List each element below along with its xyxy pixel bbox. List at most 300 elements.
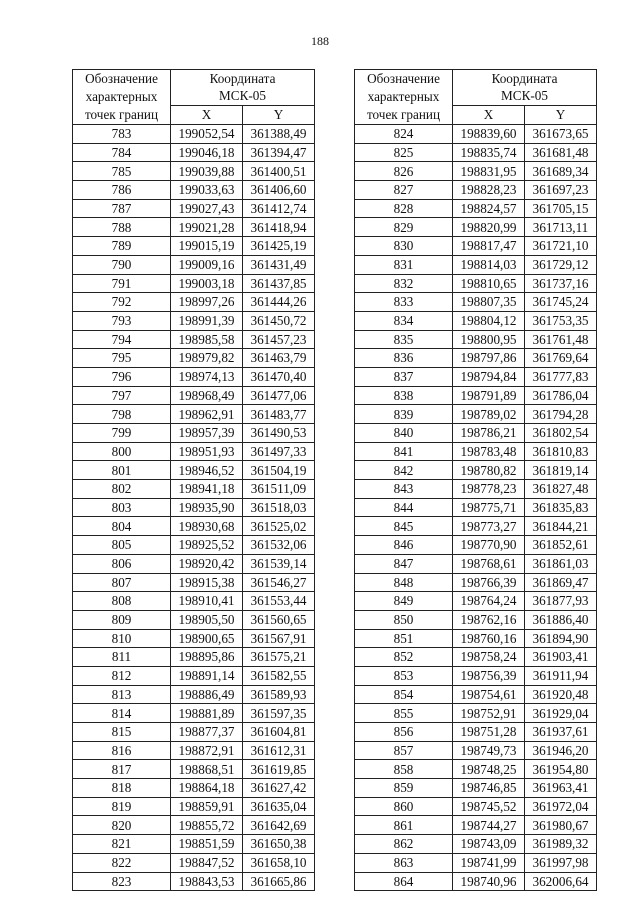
x-coordinate: 199052,54 [171, 125, 243, 144]
point-number: 810 [73, 629, 171, 648]
point-number: 792 [73, 293, 171, 312]
table-row [355, 704, 597, 723]
y-coordinate: 361681,48 [525, 143, 597, 162]
table-row [73, 181, 315, 200]
point-number: 822 [73, 853, 171, 872]
y-coordinate: 361412,74 [243, 199, 315, 218]
point-number: 862 [355, 835, 453, 854]
x-coordinate: 198752,91 [453, 704, 525, 723]
y-coordinate: 361903,41 [525, 648, 597, 667]
table-row [73, 405, 315, 424]
x-coordinate: 198985,58 [171, 330, 243, 349]
y-coordinate: 361431,49 [243, 255, 315, 274]
y-coordinate: 361802,54 [525, 424, 597, 443]
point-number: 861 [355, 816, 453, 835]
y-coordinate: 361597,35 [243, 704, 315, 723]
x-coordinate: 198831,95 [453, 162, 525, 181]
table-row [73, 349, 315, 368]
table-row [355, 162, 597, 181]
y-coordinate: 361612,31 [243, 741, 315, 760]
y-coordinate: 361911,94 [525, 666, 597, 685]
point-number: 837 [355, 367, 453, 386]
table-row [355, 741, 597, 760]
table-row [73, 779, 315, 798]
x-coordinate: 198775,71 [453, 498, 525, 517]
x-coordinate: 198791,89 [453, 386, 525, 405]
x-coordinate: 198872,91 [171, 741, 243, 760]
point-number: 856 [355, 723, 453, 742]
header-line: Обозначение [367, 71, 440, 86]
table-row [355, 405, 597, 424]
point-number: 830 [355, 237, 453, 256]
table-row [355, 330, 597, 349]
x-coordinate: 198745,52 [453, 797, 525, 816]
point-number: 788 [73, 218, 171, 237]
x-coordinate: 198794,84 [453, 367, 525, 386]
point-number: 843 [355, 480, 453, 499]
x-coordinate: 198749,73 [453, 741, 525, 760]
table-row [355, 797, 597, 816]
table-row [73, 424, 315, 443]
table-row [355, 872, 597, 891]
x-coordinate: 198760,16 [453, 629, 525, 648]
y-coordinate: 361406,60 [243, 181, 315, 200]
y-coordinate: 361490,53 [243, 424, 315, 443]
y-coordinate: 361737,16 [525, 274, 597, 293]
x-coordinate: 198768,61 [453, 554, 525, 573]
point-number: 864 [355, 872, 453, 891]
point-number: 809 [73, 610, 171, 629]
header-line: характерных [85, 89, 158, 104]
table-row [355, 442, 597, 461]
point-number: 832 [355, 274, 453, 293]
y-coordinate: 361477,06 [243, 386, 315, 405]
table-row [355, 536, 597, 555]
table-row [73, 741, 315, 760]
x-coordinate: 198828,23 [453, 181, 525, 200]
table-row [355, 237, 597, 256]
y-coordinate: 361997,98 [525, 853, 597, 872]
point-number: 857 [355, 741, 453, 760]
x-coordinate: 198762,16 [453, 610, 525, 629]
table-row [73, 498, 315, 517]
x-coordinate: 198905,50 [171, 610, 243, 629]
table-row [73, 386, 315, 405]
y-coordinate: 361777,83 [525, 367, 597, 386]
point-number: 825 [355, 143, 453, 162]
table-row [355, 274, 597, 293]
x-coordinate: 198800,95 [453, 330, 525, 349]
table-row [73, 872, 315, 891]
table-row [355, 311, 597, 330]
x-coordinate: 198859,91 [171, 797, 243, 816]
table-row [73, 330, 315, 349]
y-coordinate: 361418,94 [243, 218, 315, 237]
point-number: 823 [73, 872, 171, 891]
point-number: 831 [355, 255, 453, 274]
x-coordinate: 199033,63 [171, 181, 243, 200]
y-coordinate: 361546,27 [243, 573, 315, 592]
table-row [355, 199, 597, 218]
x-coordinate: 198754,61 [453, 685, 525, 704]
x-coordinate: 198864,18 [171, 779, 243, 798]
point-number: 852 [355, 648, 453, 667]
table-row [355, 723, 597, 742]
x-coordinate: 198997,26 [171, 293, 243, 312]
x-coordinate: 198891,14 [171, 666, 243, 685]
point-number: 802 [73, 480, 171, 499]
point-number: 796 [73, 367, 171, 386]
y-column-header: Y [525, 105, 597, 124]
x-coordinate: 198756,39 [453, 666, 525, 685]
point-number: 803 [73, 498, 171, 517]
y-coordinate: 361553,44 [243, 592, 315, 611]
y-coordinate: 361425,19 [243, 237, 315, 256]
y-coordinate: 361673,65 [525, 125, 597, 144]
header-line: Координата [209, 71, 276, 87]
x-coordinate: 198770,90 [453, 536, 525, 555]
y-coordinate: 361852,61 [525, 536, 597, 555]
x-coordinate: 199046,18 [171, 143, 243, 162]
y-coordinate: 362006,64 [525, 872, 597, 891]
y-coordinate: 361483,77 [243, 405, 315, 424]
point-number: 828 [355, 199, 453, 218]
header-line: точек границ [84, 107, 159, 122]
table-row [355, 517, 597, 536]
y-coordinate: 361400,51 [243, 162, 315, 181]
point-number: 814 [73, 704, 171, 723]
table-row [73, 237, 315, 256]
table-row [73, 573, 315, 592]
point-number: 800 [73, 442, 171, 461]
y-coordinate: 361989,32 [525, 835, 597, 854]
x-coordinate: 198935,90 [171, 498, 243, 517]
table-row [73, 480, 315, 499]
table-row [355, 592, 597, 611]
point-number: 850 [355, 610, 453, 629]
point-number: 793 [73, 311, 171, 330]
point-number: 790 [73, 255, 171, 274]
y-coordinate: 361518,03 [243, 498, 315, 517]
y-coordinate: 361697,23 [525, 181, 597, 200]
point-number: 860 [355, 797, 453, 816]
table-row [73, 461, 315, 480]
table-row [73, 704, 315, 723]
y-coordinate: 361786,04 [525, 386, 597, 405]
point-number: 812 [73, 666, 171, 685]
point-number: 785 [73, 162, 171, 181]
table-row [73, 162, 315, 181]
table-row [355, 816, 597, 835]
y-coordinate: 361450,72 [243, 311, 315, 330]
x-coordinate: 198877,37 [171, 723, 243, 742]
table-row [355, 125, 597, 144]
y-coordinate: 361753,35 [525, 311, 597, 330]
x-coordinate: 199003,18 [171, 274, 243, 293]
y-coordinate: 361511,09 [243, 480, 315, 499]
y-coordinate: 361920,48 [525, 685, 597, 704]
point-number: 798 [73, 405, 171, 424]
point-number: 838 [355, 386, 453, 405]
table-row [73, 816, 315, 835]
table-row [73, 835, 315, 854]
table-row [73, 143, 315, 162]
x-coordinate: 198968,49 [171, 386, 243, 405]
point-number: 799 [73, 424, 171, 443]
x-coordinate: 198951,93 [171, 442, 243, 461]
x-coordinate: 198957,39 [171, 424, 243, 443]
point-number: 806 [73, 554, 171, 573]
x-coordinate: 198786,21 [453, 424, 525, 443]
point-number: 817 [73, 760, 171, 779]
point-number: 811 [73, 648, 171, 667]
point-number: 818 [73, 779, 171, 798]
point-number: 821 [73, 835, 171, 854]
x-coordinate: 198783,48 [453, 442, 525, 461]
boundary-points-header [355, 70, 453, 125]
table-row [355, 424, 597, 443]
table-row [73, 760, 315, 779]
point-number: 840 [355, 424, 453, 443]
y-coordinate: 361972,04 [525, 797, 597, 816]
y-coordinate: 361650,38 [243, 835, 315, 854]
x-column-header: X [171, 105, 243, 124]
table-row [73, 853, 315, 872]
x-coordinate: 198835,74 [453, 143, 525, 162]
x-coordinate: 198820,99 [453, 218, 525, 237]
y-coordinate: 361721,10 [525, 237, 597, 256]
y-coordinate: 361769,64 [525, 349, 597, 368]
point-number: 804 [73, 517, 171, 536]
y-coordinate: 361457,23 [243, 330, 315, 349]
point-number: 834 [355, 311, 453, 330]
x-coordinate: 198804,12 [453, 311, 525, 330]
table-row [73, 255, 315, 274]
x-coordinate: 198743,09 [453, 835, 525, 854]
y-coordinate: 361619,85 [243, 760, 315, 779]
point-number: 847 [355, 554, 453, 573]
table-row [355, 349, 597, 368]
table-row [355, 143, 597, 162]
point-number: 833 [355, 293, 453, 312]
y-coordinate: 361525,02 [243, 517, 315, 536]
y-coordinate: 361954,80 [525, 760, 597, 779]
boundary-points-header [73, 70, 171, 125]
point-number: 784 [73, 143, 171, 162]
point-number: 844 [355, 498, 453, 517]
point-number: 851 [355, 629, 453, 648]
y-coordinate: 361705,15 [525, 199, 597, 218]
coordinate-system-header [453, 70, 597, 106]
table-body [73, 125, 315, 891]
x-coordinate: 198780,82 [453, 461, 525, 480]
y-coordinate: 361729,12 [525, 255, 597, 274]
coordinates-table-right [354, 69, 597, 891]
y-column-header: Y [243, 105, 315, 124]
y-coordinate: 361745,24 [525, 293, 597, 312]
point-number: 835 [355, 330, 453, 349]
y-coordinate: 361539,14 [243, 554, 315, 573]
y-coordinate: 361844,21 [525, 517, 597, 536]
y-coordinate: 361504,19 [243, 461, 315, 480]
y-coordinate: 361819,14 [525, 461, 597, 480]
x-coordinate: 198748,25 [453, 760, 525, 779]
x-coordinate: 198941,18 [171, 480, 243, 499]
coordinates-table-left [72, 69, 315, 891]
x-coordinate: 198740,96 [453, 872, 525, 891]
table-row [73, 274, 315, 293]
table-row [73, 517, 315, 536]
x-coordinate: 198991,39 [171, 311, 243, 330]
point-number: 791 [73, 274, 171, 293]
x-coordinate: 198839,60 [453, 125, 525, 144]
point-number: 813 [73, 685, 171, 704]
page-number: 188 [311, 34, 329, 48]
x-coordinate: 198895,86 [171, 648, 243, 667]
y-coordinate: 361388,49 [243, 125, 315, 144]
x-coordinate: 199009,16 [171, 255, 243, 274]
table-row [355, 255, 597, 274]
x-coordinate: 198817,47 [453, 237, 525, 256]
x-coordinate: 198925,52 [171, 536, 243, 555]
x-coordinate: 198868,51 [171, 760, 243, 779]
y-coordinate: 361532,06 [243, 536, 315, 555]
x-coordinate: 199027,43 [171, 199, 243, 218]
point-number: 839 [355, 405, 453, 424]
table-row [355, 386, 597, 405]
y-coordinate: 361689,34 [525, 162, 597, 181]
point-number: 819 [73, 797, 171, 816]
y-coordinate: 361463,79 [243, 349, 315, 368]
header-line: МСК-05 [219, 88, 266, 104]
point-number: 827 [355, 181, 453, 200]
y-coordinate: 361560,65 [243, 610, 315, 629]
y-coordinate: 361567,91 [243, 629, 315, 648]
table-row [355, 293, 597, 312]
y-coordinate: 361937,61 [525, 723, 597, 742]
table-row [73, 442, 315, 461]
point-number: 795 [73, 349, 171, 368]
table-row [355, 779, 597, 798]
table-row [73, 536, 315, 555]
x-coordinate: 199039,88 [171, 162, 243, 181]
table-body [355, 125, 597, 891]
point-number: 845 [355, 517, 453, 536]
y-coordinate: 361497,33 [243, 442, 315, 461]
table-row [73, 610, 315, 629]
table-row [73, 293, 315, 312]
x-coordinate: 198744,27 [453, 816, 525, 835]
y-coordinate: 361635,04 [243, 797, 315, 816]
table-row [355, 835, 597, 854]
table-row [355, 181, 597, 200]
point-number: 826 [355, 162, 453, 181]
point-number: 858 [355, 760, 453, 779]
table-row [355, 685, 597, 704]
coordinate-system-header [171, 70, 315, 106]
y-coordinate: 361877,93 [525, 592, 597, 611]
x-coordinate: 198810,65 [453, 274, 525, 293]
x-coordinate: 198855,72 [171, 816, 243, 835]
x-coordinate: 198766,39 [453, 573, 525, 592]
x-coordinate: 198886,49 [171, 685, 243, 704]
table-row [355, 554, 597, 573]
table-row [355, 610, 597, 629]
point-number: 805 [73, 536, 171, 555]
point-number: 841 [355, 442, 453, 461]
y-coordinate: 361946,20 [525, 741, 597, 760]
table-row [355, 573, 597, 592]
y-coordinate: 361658,10 [243, 853, 315, 872]
point-number: 820 [73, 816, 171, 835]
point-number: 846 [355, 536, 453, 555]
y-coordinate: 361794,28 [525, 405, 597, 424]
point-number: 808 [73, 592, 171, 611]
x-coordinate: 199021,28 [171, 218, 243, 237]
table-row [355, 629, 597, 648]
x-coordinate: 198920,42 [171, 554, 243, 573]
y-coordinate: 361575,21 [243, 648, 315, 667]
y-coordinate: 361713,11 [525, 218, 597, 237]
table-row [73, 199, 315, 218]
table-row [73, 797, 315, 816]
y-coordinate: 361589,93 [243, 685, 315, 704]
y-coordinate: 361642,69 [243, 816, 315, 835]
y-coordinate: 361963,41 [525, 779, 597, 798]
point-number: 848 [355, 573, 453, 592]
x-coordinate: 198915,38 [171, 573, 243, 592]
table-row [73, 218, 315, 237]
table-row [355, 853, 597, 872]
x-coordinate: 198900,65 [171, 629, 243, 648]
header-line: характерных [367, 89, 440, 104]
table-row [355, 367, 597, 386]
point-number: 855 [355, 704, 453, 723]
table-row [73, 554, 315, 573]
y-coordinate: 361827,48 [525, 480, 597, 499]
x-coordinate: 198758,24 [453, 648, 525, 667]
table-row [73, 629, 315, 648]
x-coordinate: 199015,19 [171, 237, 243, 256]
y-coordinate: 361470,40 [243, 367, 315, 386]
table-row [73, 592, 315, 611]
point-number: 824 [355, 125, 453, 144]
x-coordinate: 198797,86 [453, 349, 525, 368]
table-row [73, 648, 315, 667]
x-column-header: X [453, 105, 525, 124]
x-coordinate: 198946,52 [171, 461, 243, 480]
point-number: 859 [355, 779, 453, 798]
x-coordinate: 198773,27 [453, 517, 525, 536]
point-number: 829 [355, 218, 453, 237]
point-number: 797 [73, 386, 171, 405]
x-coordinate: 198741,99 [453, 853, 525, 872]
table-row [355, 498, 597, 517]
y-coordinate: 361980,67 [525, 816, 597, 835]
point-number: 801 [73, 461, 171, 480]
x-coordinate: 198974,13 [171, 367, 243, 386]
y-coordinate: 361394,47 [243, 143, 315, 162]
table-row [73, 367, 315, 386]
y-coordinate: 361437,85 [243, 274, 315, 293]
y-coordinate: 361929,04 [525, 704, 597, 723]
x-coordinate: 198962,91 [171, 405, 243, 424]
header-line: Обозначение [85, 71, 158, 86]
y-coordinate: 361627,42 [243, 779, 315, 798]
y-coordinate: 361604,81 [243, 723, 315, 742]
x-coordinate: 198807,35 [453, 293, 525, 312]
table-row [355, 760, 597, 779]
